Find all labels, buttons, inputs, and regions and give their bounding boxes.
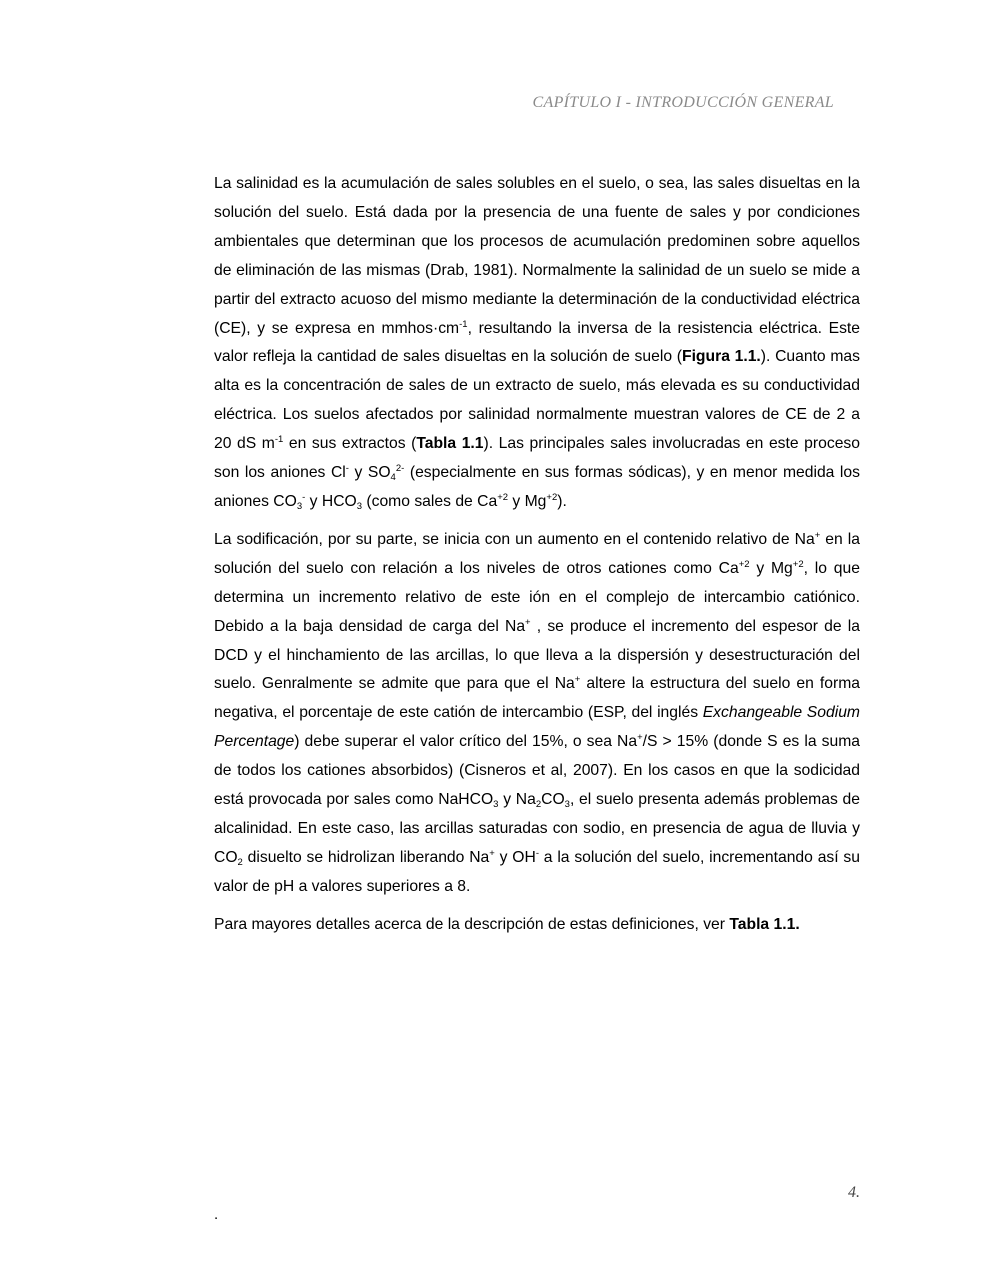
text-run: y SO	[348, 464, 391, 482]
table-reference: Tabla 1.1	[416, 435, 484, 453]
superscript: -	[345, 463, 349, 475]
text-run: ).	[557, 492, 567, 510]
text-run: La sodificación, por su parte, se inicia con un aumento en el contenido relativo de Na	[214, 530, 815, 548]
text-run: ) debe superar el valor crítico del 15%, o sea Na	[294, 733, 638, 751]
text-run: y Mg	[508, 492, 547, 510]
text-run: a la solución del suelo, incrementando así su valor de pH a valores superiores a 8.	[214, 848, 860, 895]
paragraph-salinity	[214, 170, 860, 517]
text-run: y Na	[498, 791, 536, 809]
footer-mark: .	[214, 1206, 219, 1223]
superscript: -	[535, 847, 539, 859]
text-run: y OH	[494, 848, 536, 866]
superscript: +2	[546, 491, 558, 503]
subscript: 2	[237, 856, 243, 868]
subscript: 3	[356, 500, 363, 512]
superscript: +	[489, 847, 495, 859]
text-run: CO	[541, 791, 565, 809]
figure-reference: Figura 1.1.	[681, 348, 761, 366]
superscript: +	[814, 529, 821, 541]
subscript: 2	[535, 799, 542, 811]
superscript: -1	[459, 318, 468, 330]
text-run: La salinidad es la acumulación de sales solubles en el suelo, o sea, las sales disueltas en la solución del suelo. Está dada por la presencia de una fuente de sales y por condiciones ambientales que determinan que los procesos de acumulación predominen sobre aquellos de eliminación de las mismas (Drab, 1981). Normalmente la salinidad de un suelo se mide a partir del extracto acuoso del mismo mediante la determinación de la conductividad eléctrica (CE), y se expresa en mmhos·cm	[214, 175, 860, 337]
document-body	[214, 170, 860, 949]
text-run: (especialmente en sus formas sódicas), y en menor medida los aniones CO	[214, 464, 860, 510]
subscript: 3	[564, 799, 570, 811]
text-run: , resultando la inversa de la resistencia eléctrica. Este valor refleja la cantidad de sales disueltas en la solución de suelo (	[214, 319, 860, 366]
text-run: , lo que determina un incremento relativo de este ión en el complejo de intercambio catiónico. Debido a la baja densidad de carga del Na	[214, 559, 860, 635]
text-run: /S > 15% (donde S es la suma de todos los cationes absorbidos) (Cisneros et al, 2007). En los casos en que la sodicidad está provocada por sales como NaHCO	[214, 733, 860, 809]
subscript: 4	[390, 472, 396, 484]
superscript: +2	[738, 558, 750, 570]
text-run: altere la estructura del suelo en forma negativa, el porcentaje de este catión de intercambio (ESP, del inglés	[214, 675, 860, 722]
table-reference: Tabla 1.1.	[729, 915, 800, 933]
text-run: ). Las principales sales involucradas en este proceso son los aniones Cl	[214, 435, 860, 482]
text-run: en la solución del suelo con relación a los niveles de otros cationes como Ca	[214, 530, 860, 577]
running-header: CAPÍTULO I - INTRODUCCIÓN GENERAL	[532, 94, 834, 111]
text-run: ). Cuanto mas alta es la concentración de sales de un extracto de suelo, más elevada es su conductividad eléctrica. Los suelos afectados por salinidad normalmente muestran valores de CE de 2 a 20 dS m	[214, 348, 860, 453]
text-run: disuelto se hidrolizan liberando Na	[242, 848, 490, 866]
text-run: y Mg	[749, 559, 793, 577]
text-run: y HCO	[305, 492, 357, 510]
superscript: +	[574, 674, 581, 686]
superscript: +	[525, 616, 531, 628]
text-run: Para mayores detalles acerca de la descripción de estas definiciones, ver	[214, 915, 730, 933]
superscript: +	[637, 732, 643, 744]
superscript: -	[302, 491, 306, 503]
italic-term: Exchangeable Sodium Percentage	[214, 704, 860, 751]
superscript: 2-	[395, 463, 405, 475]
text-run: , se produce el incremento del espesor de la DCD y el hinchamiento de las arcillas, lo que lleva a la dispersión y desestructuración del suelo. Genralmente se admite que para que el Na	[214, 617, 860, 693]
paragraph-sodification	[214, 526, 860, 902]
paragraph-details	[214, 911, 860, 940]
subscript: 3	[493, 799, 499, 811]
text-run: (como sales de Ca	[362, 492, 498, 510]
superscript: -1	[274, 434, 284, 446]
text-run: , el suelo presenta además problemas de alcalinidad. En este caso, las arcillas saturadas con sodio, en presencia de agua de lluvia y CO	[214, 791, 860, 866]
page-number: 4.	[848, 1184, 860, 1201]
subscript: 3	[296, 500, 303, 512]
superscript: +2	[792, 558, 804, 570]
superscript: +2	[497, 491, 509, 503]
text-run: en sus extractos (	[283, 435, 417, 453]
